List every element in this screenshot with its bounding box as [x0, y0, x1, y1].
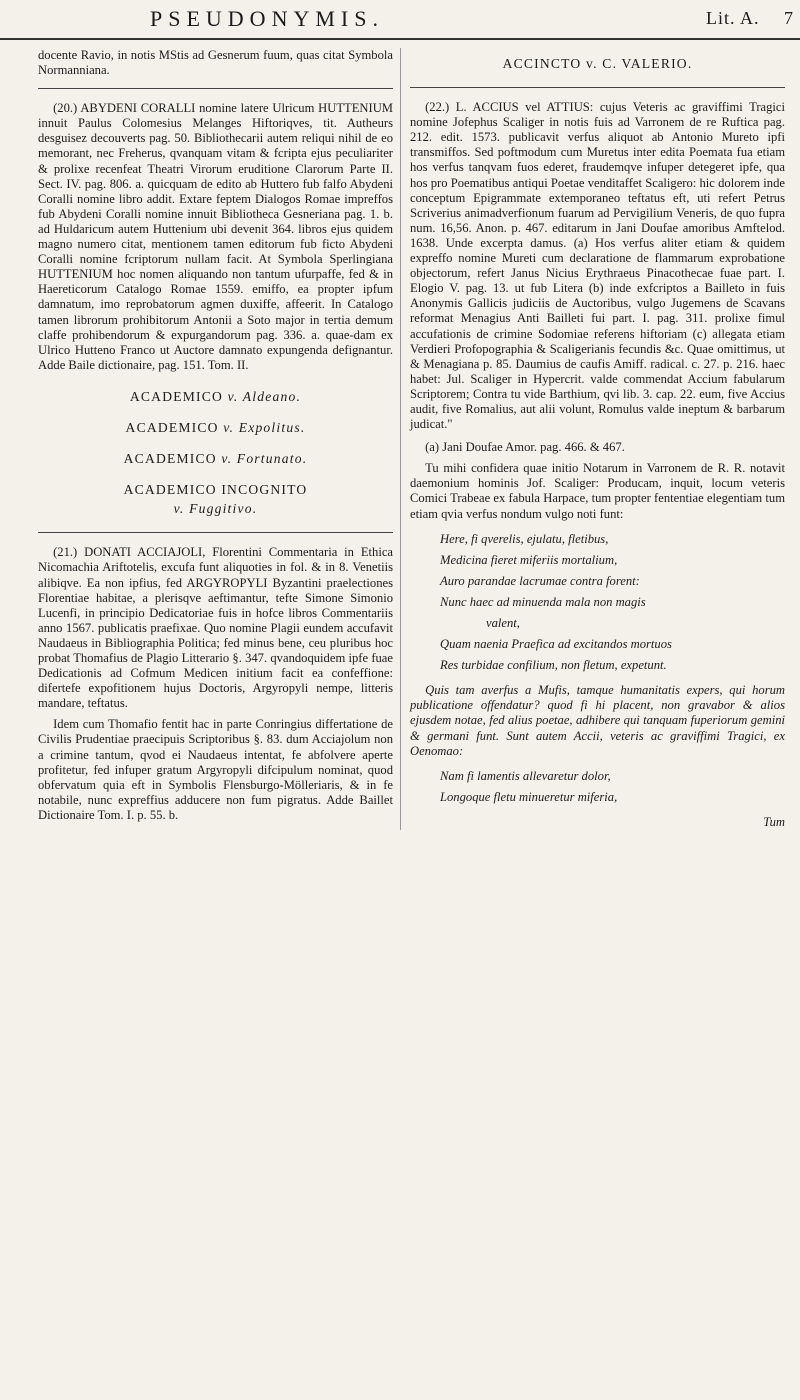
- poem-line: Medicina fieret miferiis mortalium,: [440, 552, 618, 567]
- after-poem-text: Quis tam averfus a Mufis, tamque humanitatis expers, qui horum publicatione offendatur? quod fi hi placent, non gravabor & alios ejusdem notae, fed alius poetae, adhibere qui tanquam fuperiorum gemini & germani funt. Sunt autem Accii, veteris ac graviffimi Tragici, ex Oenomao:: [410, 683, 785, 758]
- heading-academico-2: [38, 420, 393, 435]
- poem-line: Quam naenia Praefica ad excitandos mortuos: [440, 637, 672, 652]
- left-column: [38, 48, 393, 829]
- heading-name: ACADEMICO: [123, 451, 217, 467]
- separator: [38, 532, 393, 533]
- header-section: Lit. A.: [706, 8, 760, 28]
- poem-line: Longoque fletu minueretur miferia,: [440, 789, 618, 804]
- poem-accius: [440, 769, 785, 805]
- entry-21-continued: Idem cum Thomafio fentit hac in parte Conringius differtatione de Civilis Prudentiae praecipuis Scriptoribus §. 83. dum Acciajolum non a crimine tantum, qvod ei Naudaeus intentat, fe abfolvere aperte profitetur, fed infuper gratum Argyropyli difcipulum nominat, quod obfervatum quia eft in Symbolis Flensburgo-Mölleriaris, & in fe notabile, nunc expreffius adducere non fum pigratus. Adde Baillet Dictionaire Tom. I. p. 55. b.: [38, 717, 393, 822]
- poem-trabea: [440, 532, 785, 674]
- intro-text: docente Ravio, in notis MStis ad Gesnerum fuum, quas citat Symbola Normanniana.: [38, 48, 393, 78]
- poem-line: valent,: [486, 616, 520, 630]
- right-column: [410, 48, 785, 830]
- header-rule: [0, 38, 800, 40]
- entry-22: (22.) L. ACCIUS vel ATTIUS: cujus Veteris ac graviffimi Tragici nomine Jofephus Scaliger in notis fuis ad Varronem de re Ruftica pag. 212. edit. 1573. publicavit verfus aliquot ab Antonio Mureto ipfi transmiffos. Sed poftmodum cum Muretus inter edita Poemata fua etiam hos verfus tanqvam fuos ederet, fraudemqve infuper detegeret ipfe, qua hos pro Poematibus antiqui Poetae venditaffet Scaligero: hic dolorem inde conceptum Epigrammate extemporaneo teftatus eft, uti refert Petrus Scriverius animadverfionum fuarum ad Pervigilium Veneris, de quo fupra num. 16,56. Anon. p. 467. editarum in Jani Doufae amoribus Amftelod. 1638. Unde excerpta damus. (a) Hos verfus aliter etiam & quidem expreffo nomine Mureti cum declaratione de flammarum exprobatione objectorum, refert Janus Nicius Erythraeus Pinacothecae fuae part. I. Elogio V. pag. 13. ut fub Litera (b) inde exfcriptos a Bailleto in fuis Anonymis Gallicis judiciis de Auctoribus, vulgo Jugemens de Scavans reformat Menagius Anti Bailleti fui part. I. pag. 311. prolixe fimul accufationis de crimine Sodomiae referens hiftoriam (c) allegata etiam Verdieri Profopographia & Scaligerianis fecundis &c. Quae omittimus, ut & Menagiana p. 85. Daumius de caufis Amiff. radical. c. 27. p. 216. haec habet: Jul. Scaliger in Hypercrit. valde commendat Accium fabularum Scriptorem; Contra tu vide Barthium, qvi lib. 3. cap. 22. eum, five Accius audit, five Romalius, aut alii volunt, Romulus valde ineptum & barbarum judicat.": [410, 100, 785, 432]
- footnote-a-text: Tu mihi confidera quae initio Notarum in Varronem de R. R. notavit daemonium hominis Jof. Scaliger: Producam, inquit, locum veteris Comici Trabeae ex fabula Harpace, tum propter fententiae elegentiam tum etiam qvia verfus nondum vulgo noti funt:: [410, 461, 785, 521]
- heading-academico-incognito: [38, 482, 393, 516]
- heading-name: ACADEMICO INCOGNITO: [123, 482, 308, 498]
- page-number: 7: [784, 8, 799, 28]
- heading-ref: v. Expolitus.: [223, 419, 306, 435]
- heading-academico-1: [38, 389, 393, 404]
- poem-line: Nam fi lamentis allevaretur dolor,: [440, 768, 611, 783]
- separator: [410, 87, 785, 88]
- heading-academico-3: [38, 451, 393, 466]
- catchword: Tum: [763, 814, 785, 829]
- running-header: [0, 0, 800, 40]
- poem-line: Here, fi qverelis, ejulatu, fletibus,: [440, 531, 609, 546]
- entry-20: (20.) ABYDENI CORALLI nomine latere Ulricum HUTTENIUM innuit Paulus Colomesius Melanges Hiftoriqves, tit. Autheurs desguisez decouverts pag. 50. Bibliothecarii autem reliqui nihil de eo memorant, nec Freherus, qvanquam vitam & fcripta ejus peculiariter & prolixe recenfeat Theatri Virorum eruditione Clarorum Parte II. Sect. IV. pag. 806. a. quicquam de edito ab Huttero fub falfo Abydeni Coralli nomine libro addit. Extare feptem Dialogos Romae impreffos fub Abydeni Coralli nomine innuit Bibliotheca Gesneriana pag. 1. b. ad Huldaricum autem Huttenium ubi devenit 364. libros ejus quidem magno numero citat, mentionem tamen editorum fub ficto Abydeni Coralli nomine fcriptorum nullam facit. At Symbola Sperlingiana HUTTENIUM hoc nomen aliquando non tantum ufurpaffe, fed & in Haereticorum Catalogo Romae 1559. emiffo, ea propter ipfum damnatum, imo reprobatorum agmen duxiffe, affeerit. In Catalogo tamen librorum prohibitorum Antonii a Soto major in tertia demum claffe prohibendorum & expurgandorum pag. 336. a. quae-dam ex Ulrico Hutteno Franco ut Auctore damnato expungenda defignantur. Adde Baile dictionaire, pag. 151. Tom. II.: [38, 101, 393, 372]
- heading-name: ACADEMICO: [125, 419, 219, 435]
- poem-line: Auro parandae lacrumae contra forent:: [440, 573, 640, 588]
- heading-ref: v. Fuggitivo.: [173, 501, 258, 517]
- heading-name: ACADEMICO: [129, 388, 224, 404]
- poem-line: Res turbidae confilium, non fletum, expetunt.: [440, 658, 667, 673]
- heading-name: ACCINCTO v. C. VALERIO.: [502, 56, 693, 71]
- heading-ref: v. Aldeano.: [227, 388, 302, 404]
- footnote-a-label: (a) Jani Doufae Amor. pag. 466. & 467.: [425, 440, 625, 455]
- entry-21: (21.) DONATI ACCIAJOLI, Florentini Commentaria in Ethica Nicomachia Ariftotelis, excufa funt aliquoties in fol. & in 8. Venetiis alibiqve. Ea non ipfius, fed ARGYROPYLI Byzantini praelectiones Florentiae habitae, a plerisqve aeftimantur, tefte Simone Simonio Lucenfi, in principio Dedicatoriae fuis in hofce libros Commentariis anno 1567. publicatis praefixae. Quo nomine Plagii eundem accufavit Naudaeus in Bibliographia Politica; fed minus bene, ceu pluribus hoc probat Thomafius de Plagio Litterario §. 347. qvandoquidem ipfe fuae Dedicationis ad Cofmum Medicen initium facit ea confeffione: difertefe expofitionem hujus Doctoris, Argyropyli nempe, litteris mandare, teftatus.: [38, 545, 393, 711]
- separator: [38, 88, 393, 89]
- header-title: PSEUDONYMIS.: [150, 6, 384, 31]
- heading-ref: v. Fortunato.: [221, 451, 308, 467]
- heading-accincto: [410, 56, 785, 71]
- poem-line: Nunc haec ad minuenda mala non magis: [440, 594, 646, 609]
- column-divider: [400, 48, 401, 830]
